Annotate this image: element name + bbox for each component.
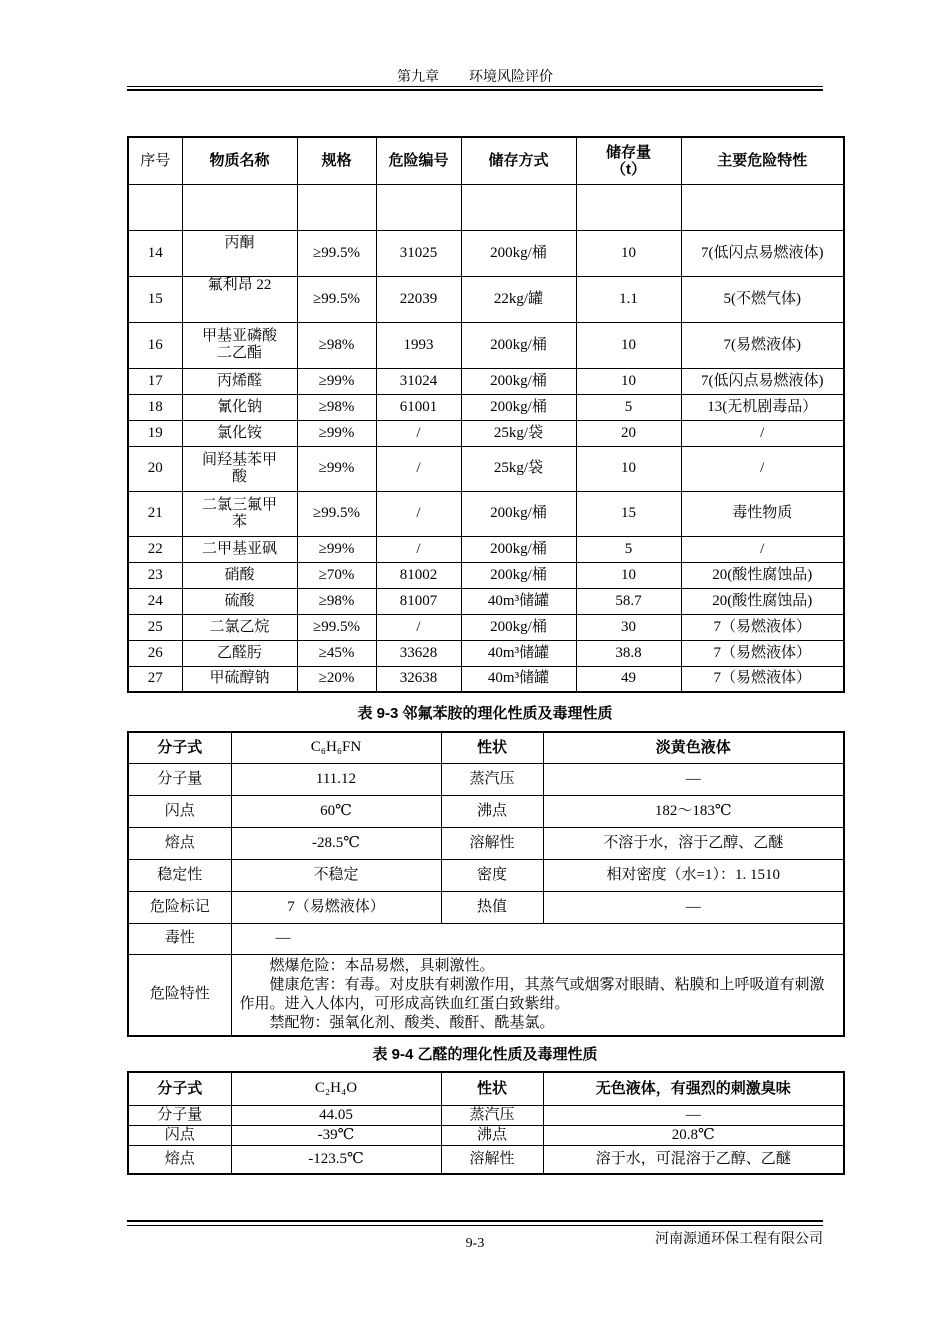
formula-label: 分子式 — [128, 732, 231, 763]
table-cell: 40m³储罐 — [461, 666, 576, 692]
table-cell: 38.8 — [576, 640, 681, 666]
table-row — [128, 420, 844, 446]
property-row — [128, 891, 844, 923]
table-cell: ≥98% — [297, 394, 376, 420]
table-cell: 200kg/桶 — [461, 394, 576, 420]
table-cell: / — [681, 446, 844, 491]
table-row — [128, 666, 844, 692]
table-cell: 19 — [128, 420, 182, 446]
property-label: 分子量 — [128, 1105, 231, 1125]
table-cell: 24 — [128, 588, 182, 614]
footer-rule-thick — [127, 1220, 823, 1222]
table-cell: 丙烯醛 — [182, 368, 297, 394]
property-value: 不溶于水，溶于乙醇、乙醚 — [543, 827, 844, 859]
table-cell: 氯化铵 — [182, 420, 297, 446]
table-cell: 7(低闪点易燃液体) — [681, 368, 844, 394]
hazard-line: 健康危害：有毒。对皮肤有刺激作用，其蒸气或烟雾对眼睛、粘膜和上呼吸道有刺激作用。进入人体内，可形成高铁血红蛋白致紫绀。 — [239, 976, 825, 1012]
property-label: 分子量 — [128, 763, 231, 795]
table-cell: 乙醛肟 — [182, 640, 297, 666]
table-row — [128, 394, 844, 420]
storage-table-header — [128, 137, 844, 184]
table-cell: 硝酸 — [182, 562, 297, 588]
hazard-row — [128, 954, 844, 1036]
property-value: -39℃ — [231, 1125, 441, 1145]
table-cell: 10 — [576, 230, 681, 276]
toxicity-row — [128, 923, 844, 954]
table-cell: 1993 — [376, 322, 461, 368]
table-cell: / — [376, 491, 461, 536]
property-value: 不稳定 — [231, 859, 441, 891]
table-9-4-caption: 表 9-4 乙醛的理化性质及毒理性质 — [372, 1046, 598, 1063]
table-row — [128, 276, 844, 322]
property-label: 闪点 — [128, 795, 231, 827]
table-cell: ≥45% — [297, 640, 376, 666]
table-cell: 17 — [128, 368, 182, 394]
formula-row — [128, 732, 844, 763]
property-label: 沸点 — [441, 1125, 543, 1145]
property-label: 危险标记 — [128, 891, 231, 923]
table-cell: 58.7 — [576, 588, 681, 614]
table-cell: ≥99.5% — [297, 614, 376, 640]
property-label: 闪点 — [128, 1125, 231, 1145]
property-row — [128, 1105, 844, 1125]
formula-row — [128, 1072, 844, 1105]
table-cell: 18 — [128, 394, 182, 420]
table-cell: 31025 — [376, 230, 461, 276]
table-cell: 33628 — [376, 640, 461, 666]
property-label: 蒸汽压 — [441, 763, 543, 795]
table-cell: 5 — [576, 394, 681, 420]
table-row — [128, 230, 844, 276]
hazard-label: 危险特性 — [128, 954, 231, 1036]
hazard-line: 燃爆危险：本品易燃，具刺激性。 — [269, 957, 495, 974]
table-cell: / — [376, 614, 461, 640]
property-row — [128, 827, 844, 859]
property-value: 111.12 — [231, 763, 441, 795]
property-value: -123.5℃ — [231, 1145, 441, 1174]
table-cell: ≥98% — [297, 588, 376, 614]
table-cell: / — [681, 536, 844, 562]
empty-row — [128, 184, 844, 230]
table-cell: 27 — [128, 666, 182, 692]
property-value: 60℃ — [231, 795, 441, 827]
storage-table-body — [128, 230, 844, 692]
table-cell: 40m³储罐 — [461, 588, 576, 614]
table-9-3-caption: 表 9-3 邻氟苯胺的理化性质及毒理性质 — [357, 705, 613, 722]
page-number: 9-3 — [465, 1236, 485, 1251]
appearance-label: 性状 — [441, 1072, 543, 1105]
property-value: 44.05 — [231, 1105, 441, 1125]
table-cell: ≥99% — [297, 368, 376, 394]
table-cell: ≥70% — [297, 562, 376, 588]
property-row — [128, 1125, 844, 1145]
table-cell: 丙酮 — [182, 230, 297, 276]
property-value: 182～183℃ — [543, 795, 844, 827]
table-cell: 15 — [128, 276, 182, 322]
property-value: -28.5℃ — [231, 827, 441, 859]
table-cell: 23 — [128, 562, 182, 588]
table-cell: ≥99.5% — [297, 230, 376, 276]
table-cell: 20 — [128, 446, 182, 491]
col-header: 储存方式 — [461, 137, 576, 184]
table-row — [128, 446, 844, 491]
property-row — [128, 859, 844, 891]
property-label: 稳定性 — [128, 859, 231, 891]
table-row — [128, 614, 844, 640]
property-value: — — [543, 891, 844, 923]
table-cell: 20 — [576, 420, 681, 446]
property-value: — — [543, 1105, 844, 1125]
chapter-number: 第九章 — [397, 70, 439, 85]
table-row — [128, 536, 844, 562]
table-cell: / — [376, 536, 461, 562]
table-cell: ≥99.5% — [297, 491, 376, 536]
table-cell: 200kg/桶 — [461, 230, 576, 276]
table-9-4-body — [128, 1105, 844, 1174]
table-cell: 81002 — [376, 562, 461, 588]
table-cell: 7(易燃液体) — [681, 322, 844, 368]
formula-value: C₆H₆FN — [231, 732, 441, 763]
table-9-4 — [127, 1071, 845, 1175]
table-row — [128, 588, 844, 614]
table-cell: 26 — [128, 640, 182, 666]
table-cell: ≥98% — [297, 322, 376, 368]
hazard-text — [231, 954, 844, 1036]
table-cell: 10 — [576, 446, 681, 491]
hazard-line: 禁配物：强氧化剂、酸类、酸酐、酰基氯。 — [269, 1014, 555, 1031]
table-9-3-body — [128, 763, 844, 923]
property-label: 熔点 — [128, 1145, 231, 1174]
table-cell: 15 — [576, 491, 681, 536]
table-cell: 81007 — [376, 588, 461, 614]
formula-value: C₂H₄O — [231, 1072, 441, 1105]
table-cell: ≥99% — [297, 420, 376, 446]
table-cell: 10 — [576, 562, 681, 588]
table-cell: 7(低闪点易燃液体) — [681, 230, 844, 276]
col-header: 物质名称 — [182, 137, 297, 184]
table-cell: 13(无机剧毒品） — [681, 394, 844, 420]
table-cell: / — [376, 446, 461, 491]
table-cell: 200kg/桶 — [461, 322, 576, 368]
table-cell: 14 — [128, 230, 182, 276]
table-cell: 200kg/桶 — [461, 536, 576, 562]
storage-table — [127, 136, 845, 693]
table-cell: 氰化钠 — [182, 394, 297, 420]
table-cell: 7（易燃液体） — [681, 666, 844, 692]
appearance-value: 无色液体，有强烈的刺激臭味 — [543, 1072, 844, 1105]
property-label: 沸点 — [441, 795, 543, 827]
chapter-title: 环境风险评价 — [469, 70, 553, 85]
table-cell: ≥99.5% — [297, 276, 376, 322]
table-cell: 200kg/桶 — [461, 614, 576, 640]
property-value: 溶于水，可混溶于乙醇、乙醚 — [543, 1145, 844, 1174]
table-cell: 二氯乙烷 — [182, 614, 297, 640]
col-header: 规格 — [297, 137, 376, 184]
table-cell: 间羟基苯甲酸 — [182, 446, 297, 491]
table-cell: 5 — [576, 536, 681, 562]
table-cell: 49 — [576, 666, 681, 692]
table-cell: ≥20% — [297, 666, 376, 692]
property-row — [128, 763, 844, 795]
property-row — [128, 795, 844, 827]
page-header — [127, 66, 823, 86]
table-cell: 1.1 — [576, 276, 681, 322]
table-row — [128, 491, 844, 536]
table-cell: 硫酸 — [182, 588, 297, 614]
table-cell: 200kg/桶 — [461, 562, 576, 588]
formula-label: 分子式 — [128, 1072, 231, 1105]
toxicity-label: 毒性 — [128, 923, 231, 954]
col-header: 储存量（t） — [576, 137, 681, 184]
table-cell: 10 — [576, 368, 681, 394]
table-cell: 甲基亚磷酸二乙酯 — [182, 322, 297, 368]
table-cell: 二甲基亚砜 — [182, 536, 297, 562]
table-cell: 20(酸性腐蚀品) — [681, 562, 844, 588]
footer-rule — [127, 1225, 823, 1226]
property-value: — — [543, 763, 844, 795]
table-cell: 30 — [576, 614, 681, 640]
property-value: 相对密度（水=1）：1. 1510 — [543, 859, 844, 891]
table-9-3 — [127, 731, 845, 1037]
col-header: 危险编号 — [376, 137, 461, 184]
table-cell: ≥99% — [297, 446, 376, 491]
appearance-value: 淡黄色液体 — [543, 732, 844, 763]
table-cell: 10 — [576, 322, 681, 368]
table-cell: 21 — [128, 491, 182, 536]
company-name: 河南源通环保工程有限公司 — [655, 1232, 823, 1247]
property-label: 溶解性 — [441, 1145, 543, 1174]
toxicity-value: — — [231, 923, 844, 954]
table-cell: ≥99% — [297, 536, 376, 562]
property-row — [128, 1145, 844, 1174]
property-value: 7（易燃液体） — [231, 891, 441, 923]
table-row — [128, 562, 844, 588]
table-row — [128, 368, 844, 394]
table-cell: 7（易燃液体） — [681, 640, 844, 666]
table-cell: 200kg/桶 — [461, 368, 576, 394]
table-cell: 25 — [128, 614, 182, 640]
table-cell: / — [376, 420, 461, 446]
table-cell: 22 — [128, 536, 182, 562]
table-cell: 31024 — [376, 368, 461, 394]
table-cell: 毒性物质 — [681, 491, 844, 536]
header-rule-thick — [127, 89, 823, 91]
table-row — [128, 322, 844, 368]
table-cell: 25kg/袋 — [461, 446, 576, 491]
table-cell: 22039 — [376, 276, 461, 322]
table-cell: 7（易燃液体） — [681, 614, 844, 640]
property-value: 20.8℃ — [543, 1125, 844, 1145]
table-cell: 200kg/桶 — [461, 491, 576, 536]
property-label: 溶解性 — [441, 827, 543, 859]
table-cell: 32638 — [376, 666, 461, 692]
col-header: 主要危险特性 — [681, 137, 844, 184]
table-row — [128, 640, 844, 666]
property-label: 密度 — [441, 859, 543, 891]
table-cell: 61001 — [376, 394, 461, 420]
table-cell: 20(酸性腐蚀品) — [681, 588, 844, 614]
header-rule — [127, 86, 823, 87]
col-header: 序号 — [128, 137, 182, 184]
table-cell: 40m³储罐 — [461, 640, 576, 666]
property-label: 热值 — [441, 891, 543, 923]
property-label: 熔点 — [128, 827, 231, 859]
table-cell: 氟利昂 22 — [182, 276, 297, 322]
table-cell: 22kg/罐 — [461, 276, 576, 322]
table-cell: 甲硫醇钠 — [182, 666, 297, 692]
table-cell: / — [681, 420, 844, 446]
table-cell: 二氯三氟甲苯 — [182, 491, 297, 536]
appearance-label: 性状 — [441, 732, 543, 763]
table-cell: 5(不燃气体) — [681, 276, 844, 322]
table-cell: 16 — [128, 322, 182, 368]
table-cell: 25kg/袋 — [461, 420, 576, 446]
property-label: 蒸汽压 — [441, 1105, 543, 1125]
